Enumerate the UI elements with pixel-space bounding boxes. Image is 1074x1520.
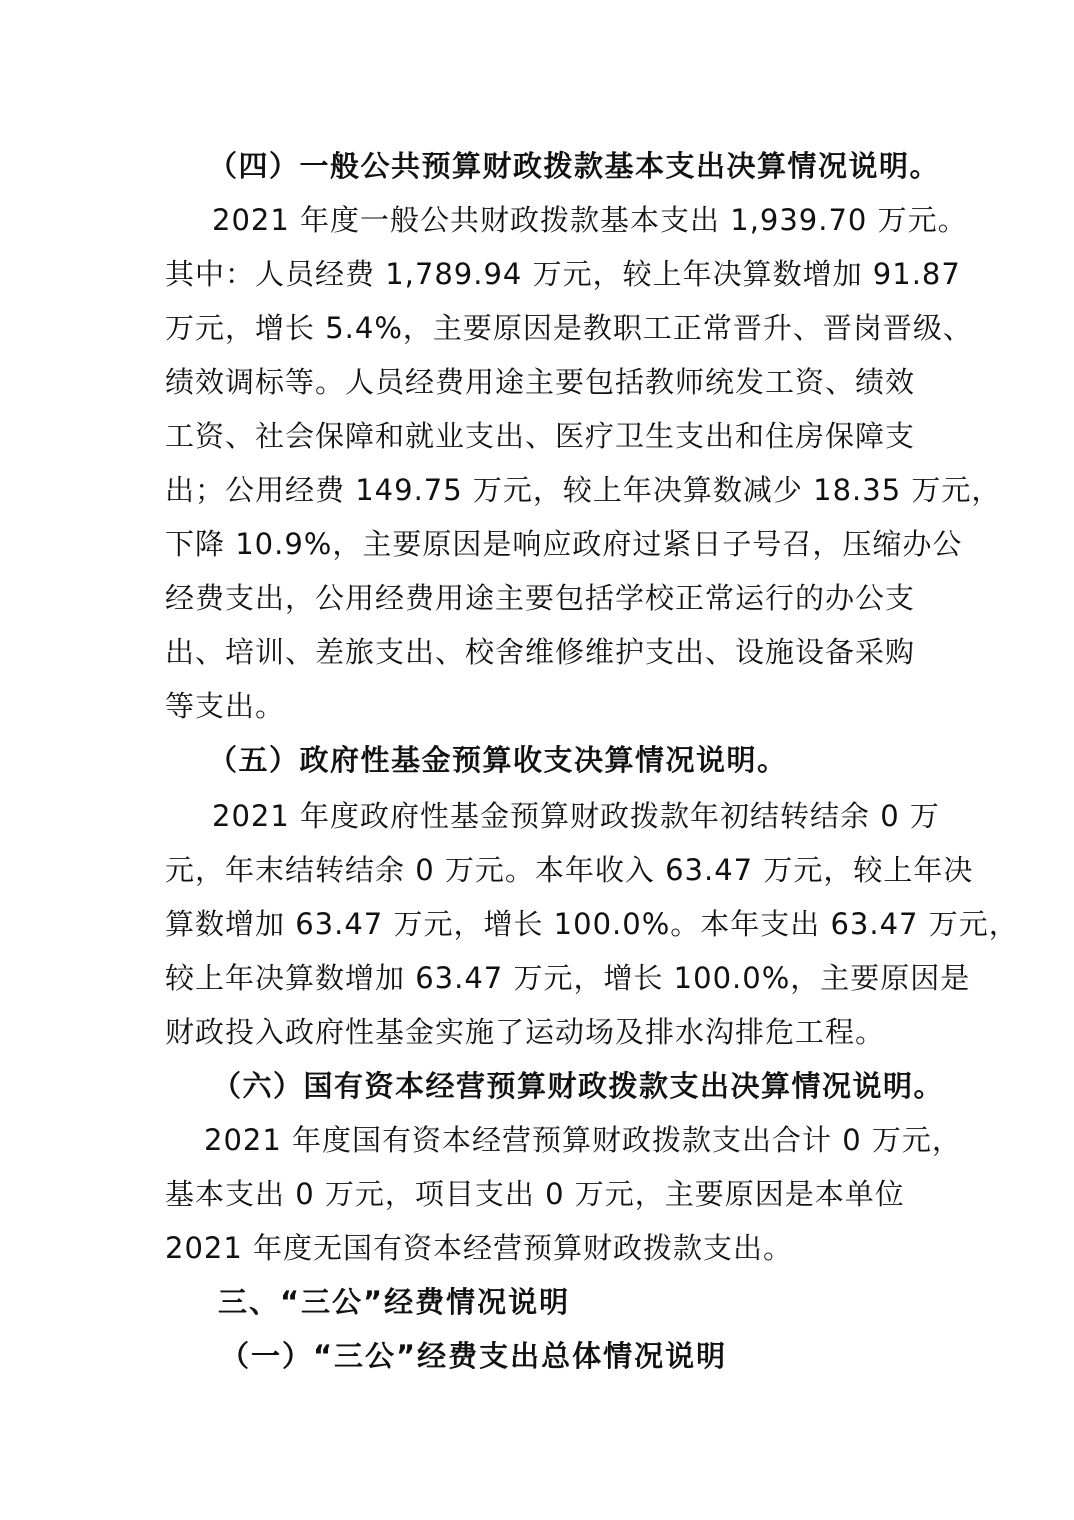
paragraph-line: 出；公用经费 149.75 万元，较上年决算数减少 18.35 万元， [165, 473, 1002, 507]
paragraph-line: 2021 年度一般公共财政拨款基本支出 1,939.70 万元。 [212, 203, 968, 237]
paragraph-line: 绩效调标等。人员经费用途主要包括教师统发工资、绩效 [165, 365, 916, 399]
paragraph-line: 其中：人员经费 1,789.94 万元，较上年决算数增加 91.87 [165, 257, 961, 291]
paragraph-line: 经费支出，公用经费用途主要包括学校正常运行的办公支 [165, 581, 916, 615]
paragraph-line: 2021 年度政府性基金预算财政拨款年初结转结余 0 万 [212, 799, 940, 833]
section-title-three: 三、“三公”经费情况说明 [218, 1285, 571, 1319]
paragraph-line: 财政投入政府性基金实施了运动场及排水沟排危工程。 [165, 1015, 886, 1049]
paragraph-line: 出、培训、差旅支出、校舍维修维护支出、设施设备采购 [165, 635, 916, 669]
paragraph-line: 元，年末结转结余 0 万元。本年收入 63.47 万元，较上年决 [165, 853, 974, 887]
paragraph-line: 万元，增长 5.4%，主要原因是教职工正常晋升、晋岗晋级、 [165, 311, 973, 345]
heading-section-6: （六）国有资本经营预算财政拨款支出决算情况说明。 [212, 1069, 945, 1103]
paragraph-line: 下降 10.9%，主要原因是响应政府过紧日子号召，压缩办公 [165, 527, 963, 561]
subsection-title: （一）“三公”经费支出总体情况说明 [220, 1339, 728, 1373]
paragraph-line: 较上年决算数增加 63.47 万元，增长 100.0%，主要原因是 [165, 961, 971, 995]
heading-section-5: （五）政府性基金预算收支决算情况说明。 [208, 743, 788, 777]
heading-section-4: （四）一般公共预算财政拨款基本支出决算情况说明。 [208, 149, 941, 183]
paragraph-line: 等支出。 [165, 689, 286, 723]
paragraph-line: 2021 年度国有资本经营预算财政拨款支出合计 0 万元， [204, 1123, 962, 1157]
paragraph-line: 工资、社会保障和就业支出、医疗卫生支出和住房保障支 [165, 419, 916, 453]
paragraph-line: 算数增加 63.47 万元，增长 100.0%。本年支出 63.47 万元， [165, 907, 1019, 941]
paragraph-line: 2021 年度无国有资本经营预算财政拨款支出。 [165, 1231, 794, 1265]
paragraph-line: 基本支出 0 万元，项目支出 0 万元，主要原因是本单位 [165, 1177, 905, 1211]
